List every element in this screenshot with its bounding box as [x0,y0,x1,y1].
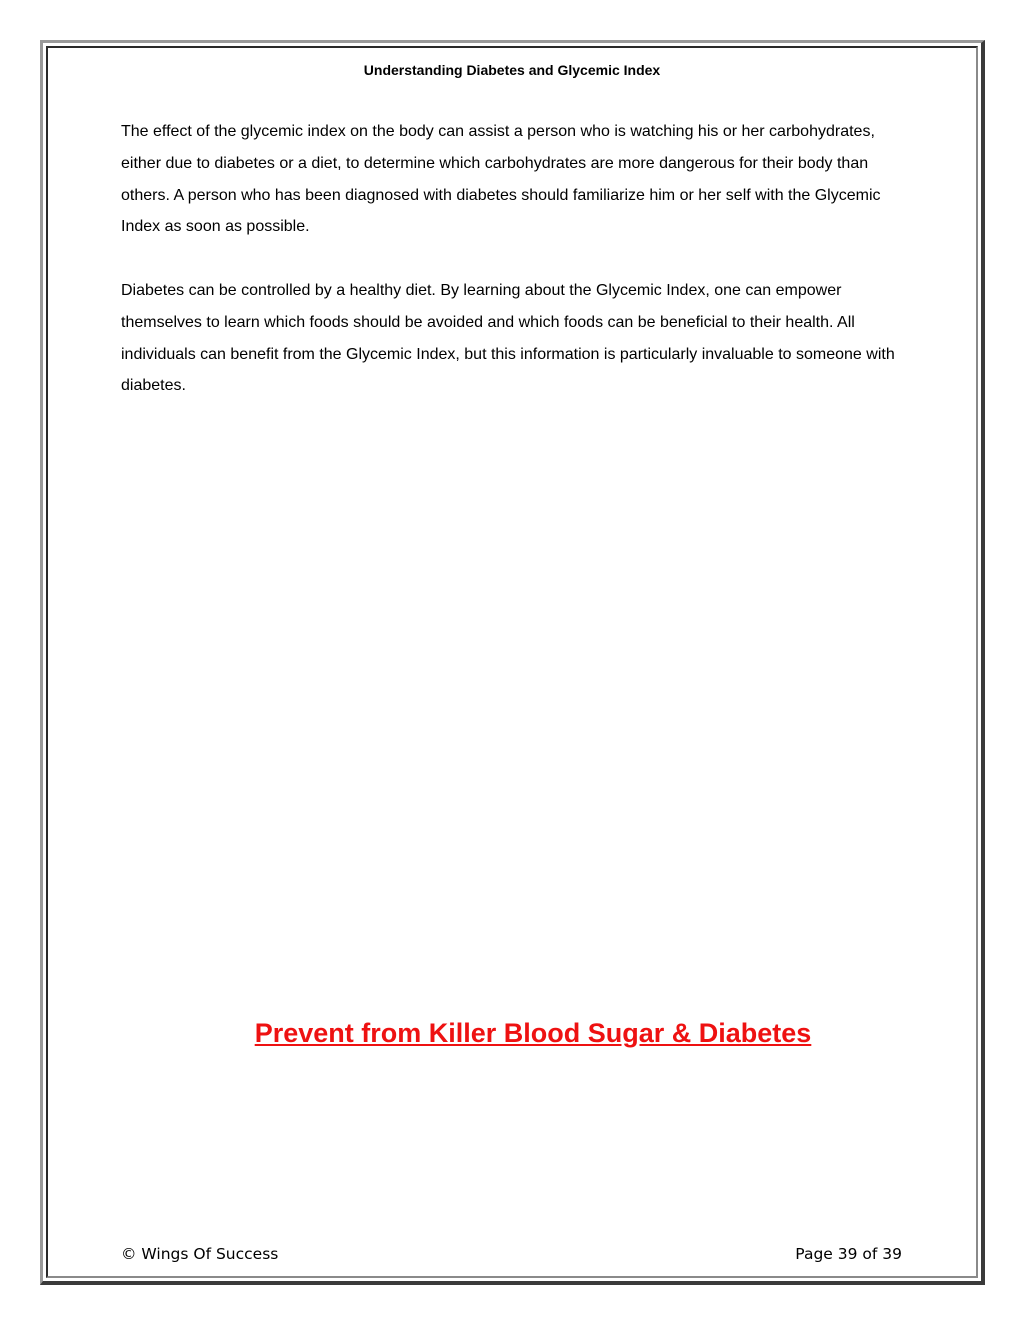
footer-page-number: Page 39 of 39 [795,1245,902,1263]
body-paragraph-1: The effect of the glycemic index on the body can assist a person who is watching his or her carbohydrates, either due to diabetes or a diet, to determine which carbohydrates are more dangerous for their body than others. A person who has been diagnosed with diabetes should familiarize him or her self with the Glycemic Index as soon as possible. [121,123,881,236]
footer-copyright: © Wings Of Success [121,1245,279,1263]
promo-link[interactable]: Prevent from Killer Blood Sugar & Diabetes [254,1018,812,1048]
running-header: Understanding Diabetes and Glycemic Index [363,62,661,78]
body-paragraph-2: Diabetes can be controlled by a healthy diet. By learning about the Glycemic Index, one can empower themselves to learn which foods should be avoided and which foods can be beneficial to their health. All individuals can benefit from the Glycemic Index, but this information is particularly invaluable to someone with diabetes. [121,282,895,395]
